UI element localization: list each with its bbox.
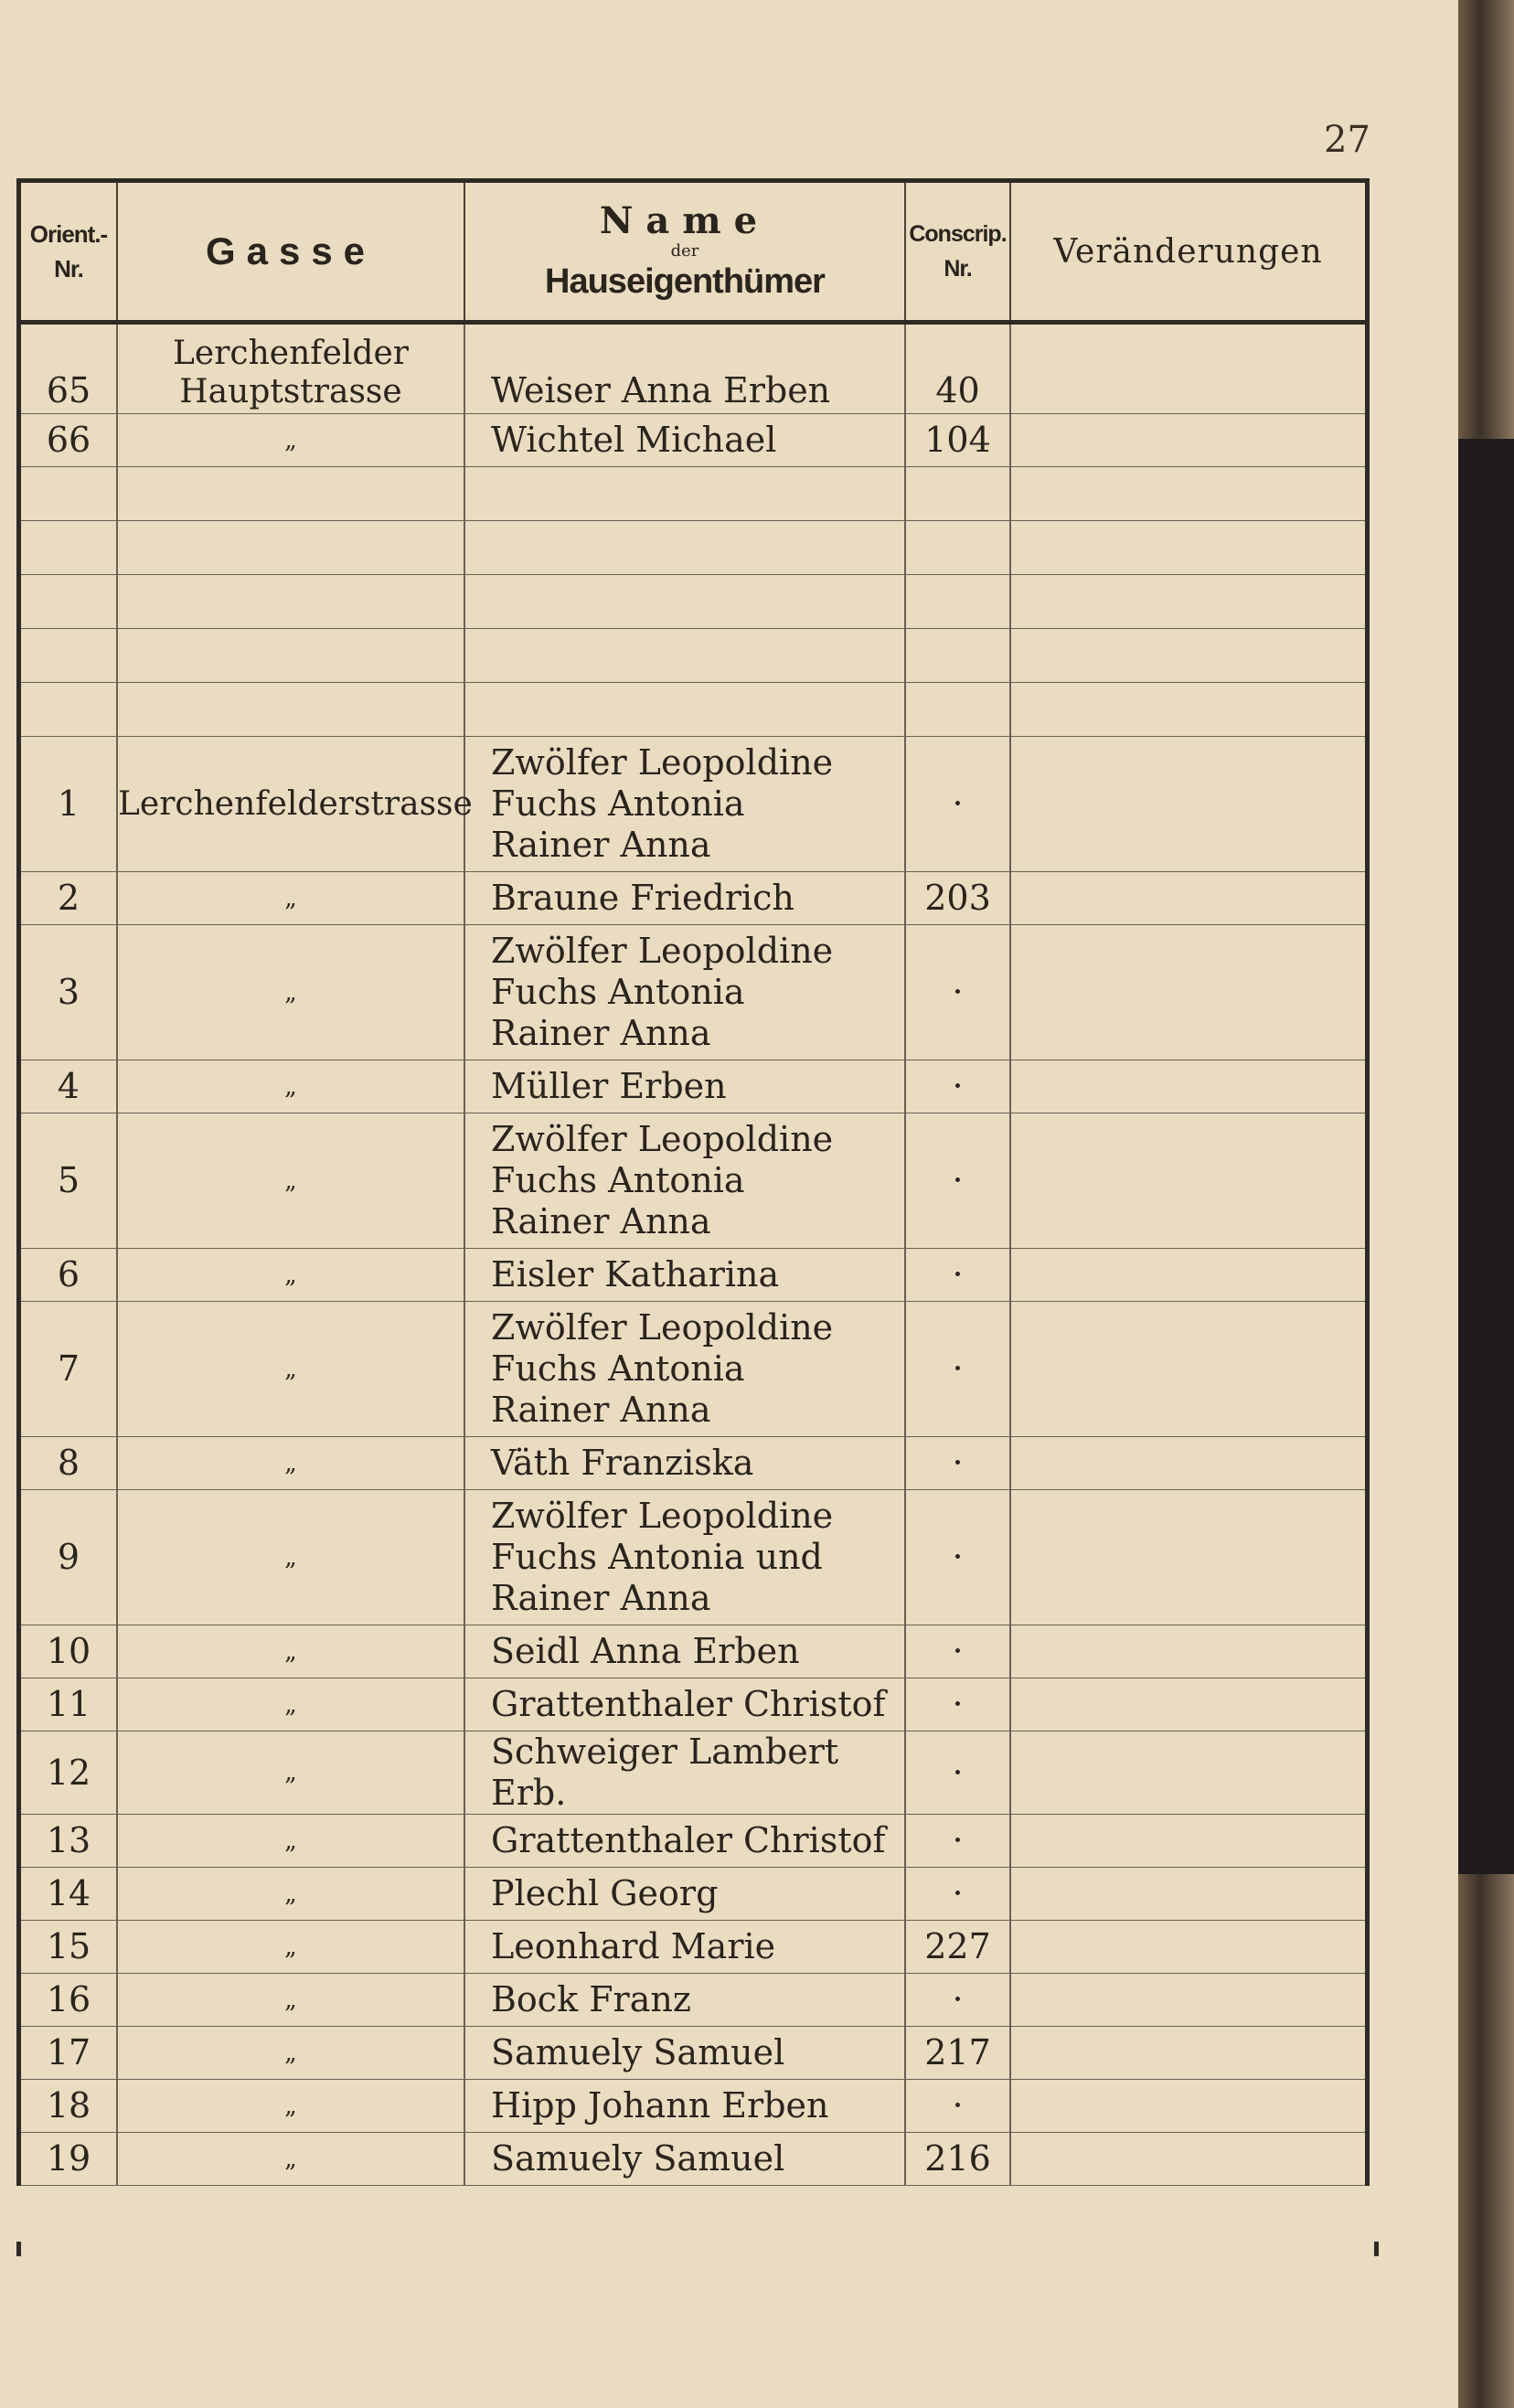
table-row bbox=[21, 2080, 1365, 2133]
register-table-frame bbox=[16, 178, 1370, 2186]
cell-owner-name: Grattenthaler Christof bbox=[464, 1815, 905, 1868]
cell-gasse bbox=[117, 629, 464, 683]
table-row bbox=[21, 1868, 1365, 1921]
table-row bbox=[21, 1113, 1365, 1249]
table-row bbox=[21, 2027, 1365, 2080]
table-bottom-edge bbox=[16, 2242, 1379, 2256]
table-row bbox=[21, 1249, 1365, 1302]
cell-owner-name: Zwölfer Leopoldine Fuchs Antonia Rainer Anna bbox=[464, 737, 905, 872]
cell-conscrip-nr: · bbox=[905, 1815, 1010, 1868]
header-conscrip-label: Conscrip. bbox=[909, 221, 1007, 247]
cell-owner-name: Wichtel Michael bbox=[464, 414, 905, 467]
cell-owner-name: Zwölfer Leopoldine Fuchs Antonia und Rainer Anna bbox=[464, 1490, 905, 1625]
cell-gasse bbox=[117, 467, 464, 521]
cell-orient-nr: 15 bbox=[21, 1921, 117, 1974]
cell-orient-nr: 1 bbox=[21, 737, 117, 872]
cell-gasse: „ bbox=[117, 1731, 464, 1815]
cell-orient-nr: 3 bbox=[21, 925, 117, 1060]
header-name-label: Name bbox=[599, 199, 771, 242]
cell-gasse: „ bbox=[117, 1249, 464, 1302]
cell-gasse: „ bbox=[117, 1974, 464, 2027]
table-row bbox=[21, 1060, 1365, 1113]
table-body bbox=[21, 323, 1365, 2186]
cell-gasse: „ bbox=[117, 1113, 464, 1249]
cell-veraenderungen bbox=[1010, 683, 1365, 737]
cell-gasse: „ bbox=[117, 1490, 464, 1625]
cell-conscrip-nr: · bbox=[905, 1974, 1010, 2027]
cell-veraenderungen bbox=[1010, 2080, 1365, 2133]
table-row bbox=[21, 1625, 1365, 1678]
cell-owner-name: Grattenthaler Christof bbox=[464, 1678, 905, 1731]
cell-conscrip-nr: · bbox=[905, 1490, 1010, 1625]
table-row bbox=[21, 414, 1365, 467]
table-row bbox=[21, 1921, 1365, 1974]
book-cover-edge bbox=[1458, 439, 1514, 1874]
cell-veraenderungen bbox=[1010, 629, 1365, 683]
cell-veraenderungen bbox=[1010, 1437, 1365, 1490]
table-row bbox=[21, 1437, 1365, 1490]
cell-veraenderungen bbox=[1010, 1921, 1365, 1974]
cell-gasse: „ bbox=[117, 1437, 464, 1490]
cell-veraenderungen bbox=[1010, 1249, 1365, 1302]
cell-owner-name: Samuely Samuel bbox=[464, 2133, 905, 2186]
cell-orient-nr bbox=[21, 575, 117, 629]
table-row bbox=[21, 521, 1365, 575]
cell-gasse: „ bbox=[117, 2027, 464, 2080]
table-row bbox=[21, 872, 1365, 925]
cell-gasse: „ bbox=[117, 1868, 464, 1921]
cell-veraenderungen bbox=[1010, 575, 1365, 629]
register-table bbox=[21, 183, 1365, 2186]
cell-conscrip-nr: · bbox=[905, 1625, 1010, 1678]
cell-owner-name bbox=[464, 521, 905, 575]
cell-owner-name bbox=[464, 467, 905, 521]
cell-veraenderungen bbox=[1010, 467, 1365, 521]
cell-veraenderungen bbox=[1010, 925, 1365, 1060]
header-gasse-label: Gasse bbox=[205, 229, 377, 272]
table-row bbox=[21, 1974, 1365, 2027]
cell-owner-name: Samuely Samuel bbox=[464, 2027, 905, 2080]
cell-orient-nr bbox=[21, 683, 117, 737]
cell-veraenderungen bbox=[1010, 414, 1365, 467]
cell-conscrip-nr: 40 bbox=[905, 323, 1010, 414]
header-orient-label: Orient.- bbox=[29, 220, 108, 248]
cell-veraenderungen bbox=[1010, 2027, 1365, 2080]
cell-gasse: „ bbox=[117, 1921, 464, 1974]
cell-veraenderungen bbox=[1010, 1974, 1365, 2027]
cell-veraenderungen bbox=[1010, 521, 1365, 575]
cell-orient-nr: 9 bbox=[21, 1490, 117, 1625]
cell-orient-nr: 18 bbox=[21, 2080, 117, 2133]
cell-conscrip-nr bbox=[905, 467, 1010, 521]
cell-gasse: „ bbox=[117, 1815, 464, 1868]
cell-orient-nr: 12 bbox=[21, 1731, 117, 1815]
cell-orient-nr: 4 bbox=[21, 1060, 117, 1113]
cell-veraenderungen bbox=[1010, 1113, 1365, 1249]
cell-conscrip-nr: · bbox=[905, 1249, 1010, 1302]
cell-gasse: „ bbox=[117, 2080, 464, 2133]
cell-conscrip-nr: · bbox=[905, 1731, 1010, 1815]
cell-veraenderungen bbox=[1010, 1060, 1365, 1113]
cell-veraenderungen bbox=[1010, 1678, 1365, 1731]
cell-conscrip-nr bbox=[905, 575, 1010, 629]
table-row bbox=[21, 925, 1365, 1060]
cell-conscrip-nr: 104 bbox=[905, 414, 1010, 467]
cell-owner-name bbox=[464, 575, 905, 629]
table-row bbox=[21, 575, 1365, 629]
cell-veraenderungen bbox=[1010, 1731, 1365, 1815]
cell-gasse: „ bbox=[117, 2133, 464, 2186]
cell-owner-name: Müller Erben bbox=[464, 1060, 905, 1113]
table-row bbox=[21, 1815, 1365, 1868]
cell-gasse: „ bbox=[117, 414, 464, 467]
cell-veraenderungen bbox=[1010, 1868, 1365, 1921]
cell-orient-nr bbox=[21, 629, 117, 683]
table-row bbox=[21, 1302, 1365, 1437]
cell-owner-name: Leonhard Marie bbox=[464, 1921, 905, 1974]
cell-conscrip-nr: · bbox=[905, 737, 1010, 872]
table-row bbox=[21, 737, 1365, 872]
cell-veraenderungen bbox=[1010, 323, 1365, 414]
header-hauseigenthuemer: Hauseigenthümer bbox=[545, 262, 825, 301]
cell-gasse: Lerchenfelder Hauptstrasse bbox=[117, 323, 464, 414]
cell-orient-nr: 8 bbox=[21, 1437, 117, 1490]
cell-owner-name: Schweiger Lambert Erb. bbox=[464, 1731, 905, 1815]
cell-veraenderungen bbox=[1010, 737, 1365, 872]
cell-orient-nr bbox=[21, 467, 117, 521]
cell-orient-nr: 66 bbox=[21, 414, 117, 467]
table-row bbox=[21, 683, 1365, 737]
cell-owner-name: Seidl Anna Erben bbox=[464, 1625, 905, 1678]
cell-orient-nr: 10 bbox=[21, 1625, 117, 1678]
cell-veraenderungen bbox=[1010, 2133, 1365, 2186]
page-number: 27 bbox=[1324, 119, 1370, 161]
cell-gasse bbox=[117, 521, 464, 575]
cell-conscrip-nr: · bbox=[905, 925, 1010, 1060]
cell-orient-nr: 16 bbox=[21, 1974, 117, 2027]
cell-gasse bbox=[117, 575, 464, 629]
cell-orient-nr: 14 bbox=[21, 1868, 117, 1921]
header-orient-nr bbox=[21, 183, 117, 323]
header-veraenderungen-label: Veränderungen bbox=[1053, 232, 1323, 271]
cell-owner-name: Plechl Georg bbox=[464, 1868, 905, 1921]
cell-gasse: „ bbox=[117, 1678, 464, 1731]
cell-owner-name: Zwölfer Leopoldine Fuchs Antonia Rainer Anna bbox=[464, 1302, 905, 1437]
cell-conscrip-nr: 217 bbox=[905, 2027, 1010, 2080]
cell-conscrip-nr bbox=[905, 521, 1010, 575]
cell-gasse: Lerchenfelderstrasse bbox=[117, 737, 464, 872]
cell-conscrip-nr: 227 bbox=[905, 1921, 1010, 1974]
cell-orient-nr: 7 bbox=[21, 1302, 117, 1437]
header-name bbox=[464, 183, 905, 323]
cell-conscrip-nr: · bbox=[905, 2080, 1010, 2133]
cell-orient-nr: 11 bbox=[21, 1678, 117, 1731]
cell-gasse: „ bbox=[117, 1302, 464, 1437]
cell-orient-nr: 2 bbox=[21, 872, 117, 925]
cell-owner-name: Hipp Johann Erben bbox=[464, 2080, 905, 2133]
cell-owner-name: Zwölfer Leopoldine Fuchs Antonia Rainer Anna bbox=[464, 1113, 905, 1249]
cell-conscrip-nr: · bbox=[905, 1437, 1010, 1490]
cell-veraenderungen bbox=[1010, 872, 1365, 925]
cell-veraenderungen bbox=[1010, 1625, 1365, 1678]
cell-conscrip-nr: · bbox=[905, 1678, 1010, 1731]
table-row bbox=[21, 467, 1365, 521]
table-row bbox=[21, 323, 1365, 414]
table-header-row bbox=[21, 183, 1365, 323]
cell-conscrip-nr: · bbox=[905, 1302, 1010, 1437]
table-row bbox=[21, 1490, 1365, 1625]
cell-owner-name: Väth Franziska bbox=[464, 1437, 905, 1490]
table-row bbox=[21, 2133, 1365, 2186]
cell-orient-nr: 17 bbox=[21, 2027, 117, 2080]
cell-conscrip-nr: 216 bbox=[905, 2133, 1010, 2186]
cell-owner-name: Bock Franz bbox=[464, 1974, 905, 2027]
cell-owner-name bbox=[464, 629, 905, 683]
cell-veraenderungen bbox=[1010, 1302, 1365, 1437]
cell-owner-name: Braune Friedrich bbox=[464, 872, 905, 925]
table-row bbox=[21, 629, 1365, 683]
header-conscrip-nr bbox=[905, 183, 1010, 323]
cell-orient-nr: 6 bbox=[21, 1249, 117, 1302]
header-conscrip-nr-label: Nr. bbox=[944, 256, 972, 282]
table-row bbox=[21, 1678, 1365, 1731]
cell-orient-nr: 19 bbox=[21, 2133, 117, 2186]
cell-veraenderungen bbox=[1010, 1490, 1365, 1625]
header-name-der: der bbox=[670, 241, 699, 261]
cell-conscrip-nr: · bbox=[905, 1060, 1010, 1113]
cell-orient-nr: 13 bbox=[21, 1815, 117, 1868]
cell-orient-nr bbox=[21, 521, 117, 575]
cell-owner-name: Zwölfer Leopoldine Fuchs Antonia Rainer Anna bbox=[464, 925, 905, 1060]
cell-orient-nr: 65 bbox=[21, 323, 117, 414]
cell-gasse: „ bbox=[117, 1060, 464, 1113]
cell-gasse: „ bbox=[117, 872, 464, 925]
cell-gasse bbox=[117, 683, 464, 737]
cell-conscrip-nr: · bbox=[905, 1868, 1010, 1921]
cell-owner-name: Weiser Anna Erben bbox=[464, 323, 905, 414]
table-row bbox=[21, 1731, 1365, 1815]
cell-conscrip-nr: 203 bbox=[905, 872, 1010, 925]
cell-conscrip-nr bbox=[905, 629, 1010, 683]
header-orient-nr-label: Nr. bbox=[54, 255, 83, 282]
header-gasse bbox=[117, 183, 464, 323]
cell-gasse: „ bbox=[117, 925, 464, 1060]
cell-conscrip-nr: · bbox=[905, 1113, 1010, 1249]
cell-gasse: „ bbox=[117, 1625, 464, 1678]
cell-owner-name: Eisler Katharina bbox=[464, 1249, 905, 1302]
cell-conscrip-nr bbox=[905, 683, 1010, 737]
cell-veraenderungen bbox=[1010, 1815, 1365, 1868]
cell-orient-nr: 5 bbox=[21, 1113, 117, 1249]
cell-owner-name bbox=[464, 683, 905, 737]
header-veraenderungen bbox=[1010, 183, 1365, 323]
